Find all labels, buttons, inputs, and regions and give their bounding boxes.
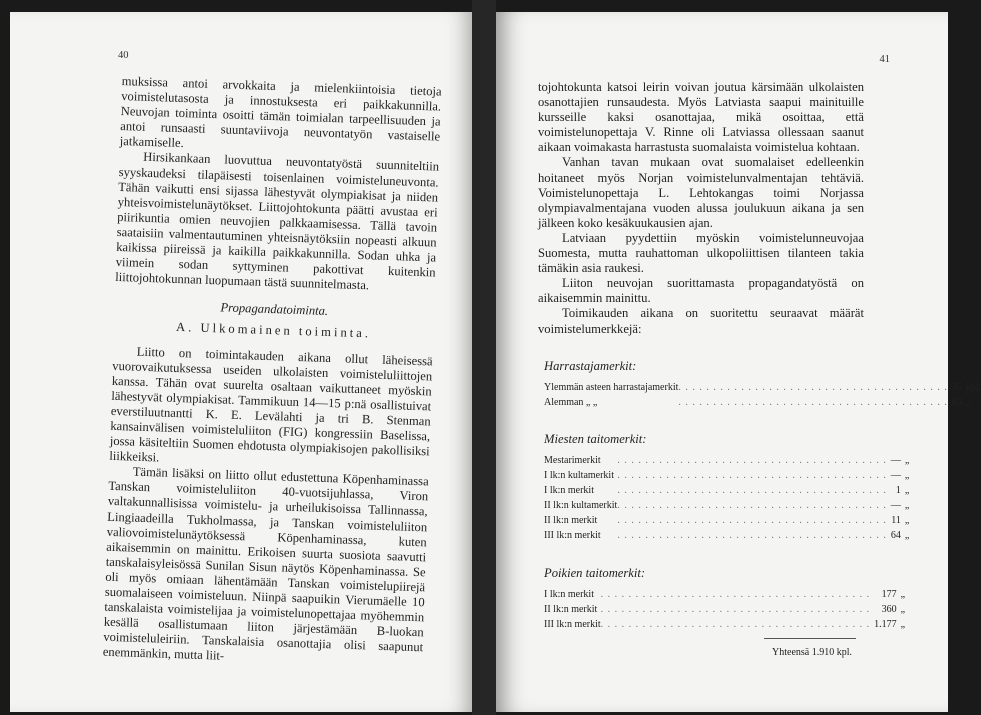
- section-heading: Propagandatoiminta.: [220, 300, 329, 319]
- stats-unit: „: [904, 485, 910, 497]
- stats-value: 177: [881, 588, 897, 600]
- leader-dots: . . . . . . . . . . . . . . . . . . . . . . . . . . . . . . . . . . . . . . .: [600, 618, 871, 630]
- stats-row: [544, 602, 905, 617]
- stats-value: 64: [890, 530, 901, 542]
- stats-value: 11: [891, 515, 901, 527]
- leader-dots: . . . . . . . . . . . . . . . . . . . . . . . . . . . . . . . . . . . . . . .: [617, 485, 887, 497]
- leader-dots: . . . . . . . . . . . . . . . . . . . . . . . . . . . . . . . . . . . . . . .: [617, 530, 887, 542]
- paragraph: Tämän lisäksi on liitto ollut edustettuna Köpenhaminassa Tanskan voimisteluliiton 40-vuotsijuhlassa, Viron valtakunnallisissa voimistelu- ja urheilukisoissa Tallinnassa, Lingiaadeilla Tukholmassa, ja Tanskan voimisteluliiton valiovoimistelunäytöksessä Köpenhaminassa, kuten aikaisemmin on mainittu. Erikoisen suurta suosiota saavutti tanskalaisyleisössä Sunilan Sisun näytös Köpenhaminassa. Se oli myös omiaan lähentämään Tanskan voimistelupiirejä suomalaiseen voimisteluun. Niinpä saapuikin Vierumäelle 10 tanskalaista voimistelijaa ja voimistelunopettajaa myöhemmin kesällä osallistumaan liiton järjestämään B-luokan voimisteluleiriin. Tanskalaisia osanottajia olisi saapunut enemmänkin, mutta liit-: [102, 464, 429, 664]
- stats-value: —: [890, 454, 901, 466]
- stats-unit: „: [965, 396, 971, 408]
- paragraph: tojohtokunta katsoi leirin voivan joutua kärsimään ulkolaisten osanottajien runsaudesta. Myös Latviasta saapui mainituille kursseille kaksi osanottajaa, mikä osoittaa, että voimistelunopettaja V. Rinne oli Latviassa ollessaan saanut aikaan voimakasta harrastusta suomalaista voimistelua kohtaan.: [538, 80, 864, 155]
- stats-label: Mestarimerkit: [544, 454, 601, 466]
- stats-section-title: Harrastajamerkit:: [544, 358, 637, 373]
- subsection-heading: A. Ulkomainen toiminta.: [175, 320, 372, 341]
- stats-label: Ylemmän asteen harrastajamerkit: [544, 381, 679, 393]
- badge-statistics: [538, 358, 981, 660]
- left-text-column: [103, 74, 442, 671]
- stats-row: [544, 617, 905, 632]
- stats-table: [544, 453, 909, 544]
- stats-row: [544, 483, 909, 498]
- stats-label: Alemman „ „: [544, 396, 598, 408]
- stats-value: 83: [951, 396, 962, 408]
- stats-label: I lk:n merkit: [544, 485, 594, 497]
- total-divider: [764, 638, 856, 639]
- paragraph: muksissa antoi arvokkaita ja mielenkiintoisia tietoja voimistelutasosta ja innostuksesta eri paikkakunnilla. Neuvojan toiminta osoitti tämän toimialan tarpeellisuuden ja antoi runsaasti suuntaviivoja neuvontatyön vastaiselle jatkamiselle.: [119, 74, 442, 151]
- left-page: [10, 12, 472, 712]
- stats-value: —: [890, 500, 901, 512]
- stats-row: [544, 380, 981, 395]
- paragraph: Liiton neuvojan suorittamasta propagandatyöstä on aikaisemmin mainittu.: [538, 276, 864, 306]
- stats-row: [544, 528, 909, 543]
- paragraph: Liitto on toimintakauden aikana ollut läheisessä vuorovaikutuksessa useiden ulkolaisten voimisteluliittojen kanssa. Tähän ovat suurelta osaltaan vaikuttaneet myöskin lähestyvät olympiakisat. Tammikuun 14—15 p:nä osallistuivat everstiluutnantti K. E. Levälahti ja tri B. Stenman kansainvälisen voimisteluliiton (FIG) kongressiin Baselissa, jossa käsiteltiin Suomen ehdotusta olympiakisojen pakollisiksi liikkeiksi.: [109, 344, 433, 465]
- page-number-right: 41: [879, 54, 890, 65]
- stats-unit: „: [900, 588, 906, 600]
- stats-row: [544, 453, 909, 468]
- leader-dots: . . . . . . . . . . . . . . . . . . . . . . . . . . . . . . . . . . . . . . .: [617, 470, 887, 482]
- stats-unit: „: [904, 470, 910, 482]
- stats-row: [544, 498, 909, 513]
- leader-dots: . . . . . . . . . . . . . . . . . . . . . . . . . . . . . . . . . . . . . . .: [678, 381, 948, 393]
- stats-label: II lk:n merkit: [544, 515, 598, 527]
- stats-unit: „: [904, 530, 910, 542]
- right-text-column: [538, 80, 981, 660]
- paragraph: Vanhan tavan mukaan ovat suomalaiset edelleenkin hoitaneet myös Norjan voimistelunvalmentajan tehtäviä. Voimistelunopettaja L. Lehtokangas toimi Norjassa olympiavalmentajana vuoden alussa joulukuun aikana ja sen jälkeen koko kesäkuukausien ajan.: [538, 155, 864, 230]
- stats-label: I lk:n kultamerkit: [544, 470, 614, 482]
- stats-table: [544, 587, 905, 632]
- stats-unit: „: [904, 515, 910, 527]
- stats-label: III lk:n merkit: [544, 530, 601, 542]
- book-gutter: [472, 0, 496, 715]
- stats-total: Yhteensä 1.910 kpl.: [772, 646, 852, 658]
- stats-label: I lk:n merkit: [544, 588, 594, 600]
- stats-label: II lk:n kultamerkit: [544, 500, 618, 512]
- stats-value: 360: [881, 603, 897, 615]
- leader-dots: . . . . . . . . . . . . . . . . . . . . . . . . . . . . . . . . . . . . . . .: [678, 396, 948, 408]
- stats-unit: „: [904, 454, 910, 466]
- stats-section-title: Poikien taitomerkit:: [544, 565, 646, 580]
- page-number-left: 40: [118, 50, 129, 61]
- stats-value: 1.177: [874, 618, 897, 630]
- stats-value: —: [890, 470, 901, 482]
- paragraph: Hirsikankaan luovuttua neuvontatyöstä suunniteltiin syyskaudeksi tilapäisesti toisenlainen voimisteluneuvonta. Tähän vaikutti ensi sijassa lähestyvät olympiakisat ja niiden yhteisvoimistelunäytökset. Liittojohtokunta päätti avustaa eri piirikuntia omien neuvojien palkkaamisessa. Tällä tavoin saataisiin valmentautuminen yhteisnäytöksiin nopeasti alkuun kaikissa piireissä ja kaikilla paikkakunnilla. Sodan uhka ja viimein sodan syttyminen pakottivat kuitenkin liittojohtokunnan luopumaan tästä suunnitelmasta.: [115, 150, 440, 293]
- stats-unit: „: [904, 500, 910, 512]
- stats-row: [544, 395, 981, 410]
- right-page: [496, 12, 981, 712]
- leader-dots: . . . . . . . . . . . . . . . . . . . . . . . . . . . . . . . . . . . . . . .: [617, 515, 887, 527]
- stats-table: [544, 380, 981, 410]
- stats-unit: „: [900, 603, 906, 615]
- stats-value: 1: [895, 485, 901, 497]
- leader-dots: . . . . . . . . . . . . . . . . . . . . . . . . . . . . . . . . . . . . . . .: [617, 500, 887, 512]
- stats-label: II lk:n merkit: [544, 603, 598, 615]
- stats-unit: „: [900, 618, 906, 630]
- paragraph: Toimikauden aikana on suoritettu seuraavat määrät voimistelumerkkejä:: [538, 306, 864, 336]
- stats-row: [544, 513, 909, 528]
- stats-unit: kpl.: [965, 381, 981, 393]
- stats-value: 35: [951, 381, 962, 393]
- stats-label: III lk:n merkit: [544, 618, 601, 630]
- stats-row: [544, 587, 905, 602]
- leader-dots: . . . . . . . . . . . . . . . . . . . . . . . . . . . . . . . . . . . . . . .: [600, 588, 871, 600]
- stats-row: [544, 468, 909, 483]
- leader-dots: . . . . . . . . . . . . . . . . . . . . . . . . . . . . . . . . . . . . . . .: [600, 603, 871, 615]
- paragraph: Latviaan pyydettiin myöskin voimistelunneuvojaa Suomesta, mutta rauhattoman ulkopoliittisen tilanteen takia tämäkin asia raukesi.: [538, 230, 864, 276]
- leader-dots: . . . . . . . . . . . . . . . . . . . . . . . . . . . . . . . . . . . . . . .: [617, 454, 887, 466]
- stats-section-title: Miesten taitomerkit:: [544, 431, 647, 446]
